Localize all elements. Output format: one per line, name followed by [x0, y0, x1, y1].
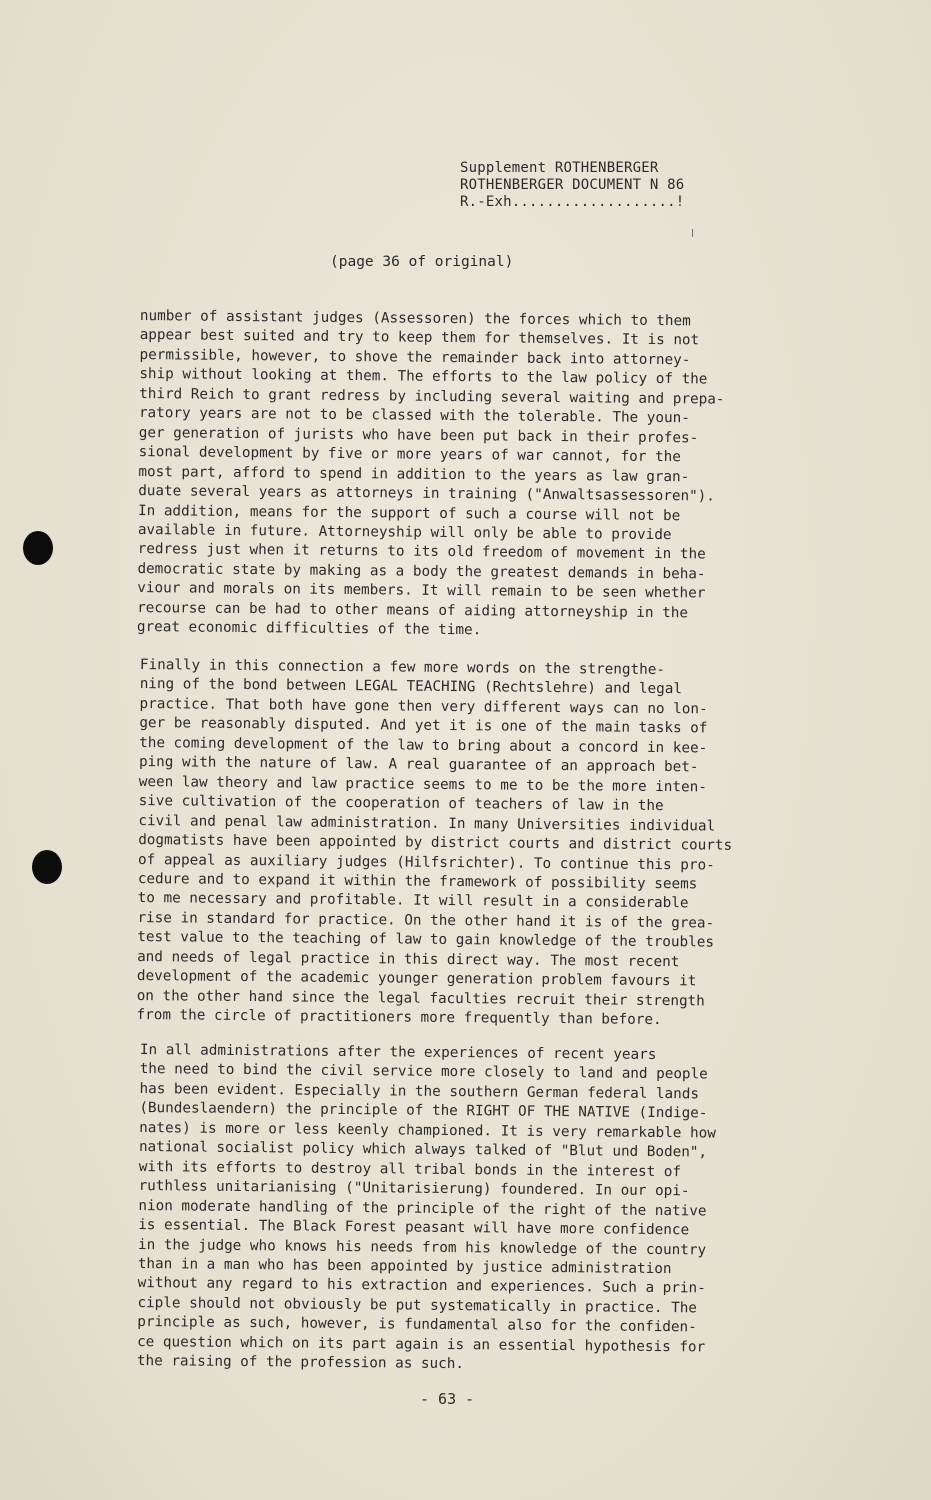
- pen-mark: [692, 229, 693, 237]
- header-exhibit: R.-Exh...................!: [460, 194, 685, 210]
- original-page-note: (page 36 of original): [330, 254, 514, 270]
- punch-hole: [32, 850, 62, 884]
- header-supplement: Supplement ROTHENBERGER: [460, 160, 659, 176]
- header-document-number: ROTHENBERGER DOCUMENT N 86: [460, 177, 685, 193]
- paragraph-assessoren: number of assistant judges (Assessoren) the forces which to them appear best suited and try to keep them for themselves. It is not permissible, however, to shove the remainder back into attorney- ship without looking at them. The efforts to the law policy of the third Reich to grant redress by including several waiting and prepa- ratory years are not to be classed with the tolerable. The youn- ger generation of jurists who have been put back in their profes- sional development by five or more years of war cannot, for the most part, afford to spend in addition to the years as law gran- duate several years as attorneys in training ("Anwaltsassessoren"). In addition, means for the support of such a course will not be available in future. Attorneyship will only be able to provide redress just when it returns to its old freedom of movement in the democratic state by making as a body the greatest demands in beha- viour and morals on its members. It will remain to be seen whether recourse can be had to other means of aiding attorneyship in the great economic difficulties of the time.: [136, 307, 725, 639]
- page-number: - 63 -: [420, 1390, 475, 1408]
- paragraph-legal-teaching: Finally in this connection a few more words on the strengthe- ning of the bond between LEGAL TEACHING (Rechtslehre) and legal practice. That both have gone then very different ways can no lon- ger be reasonably disputed. And yet it is one of the main tasks of the coming development of the law to bring about a concord in kee- ping with the nature of law. A real guarantee of an approach bet- ween law theory and law practice seems to me to be the more inten- sive cultivation of the cooperation of teachers of law in the civil and penal law administration. In many Universities individual dogmatists have been appointed by district courts and district courts of appeal as auxiliary judges (Hilfsrichter). To continue this pro- cedure and to expand it within the framework of possibility seems to me necessary and profitable. It will result in a considerable rise in standard for practice. On the other hand it is of the grea- test value to the teaching of law to gain knowledge of the troubles and needs of legal practice in this direct way. The most recent development of the academic younger generation problem favours it on the other hand since the legal faculties recruit their strength from the circle of practitioners more frequently than before.: [136, 656, 733, 1029]
- punch-hole: [23, 531, 53, 565]
- document-header: [460, 160, 684, 211]
- paragraph-right-of-native: In all administrations after the experiences of recent years the need to bind the civil service more closely to land and people has been evident. Especially in the southern German federal lands (Bundeslaendern) the principle of the RIGHT OF THE NATIVE (Indige- nates) is more or less keenly championed. It is very remarkable how national socialist policy which always talked of "Blut und Boden", with its efforts to destroy all tribal bonds in the interest of ruthless unitarianising ("Unitarisierung) foundered. In our opi- nion moderate handling of the principle of the right of the native is essential. The Black Forest peasant will have more confidence in the judge who knows his needs from his knowledge of the country than in a man who has been appointed by justice administration without any regard to his extraction and experiences. Such a prin- ciple should not obviously be put systematically in practice. The principle as such, however, is fundamental also for the confiden- ce question which on its part again is an essential hypothesis for the raising of the profession as such.: [136, 1042, 716, 1373]
